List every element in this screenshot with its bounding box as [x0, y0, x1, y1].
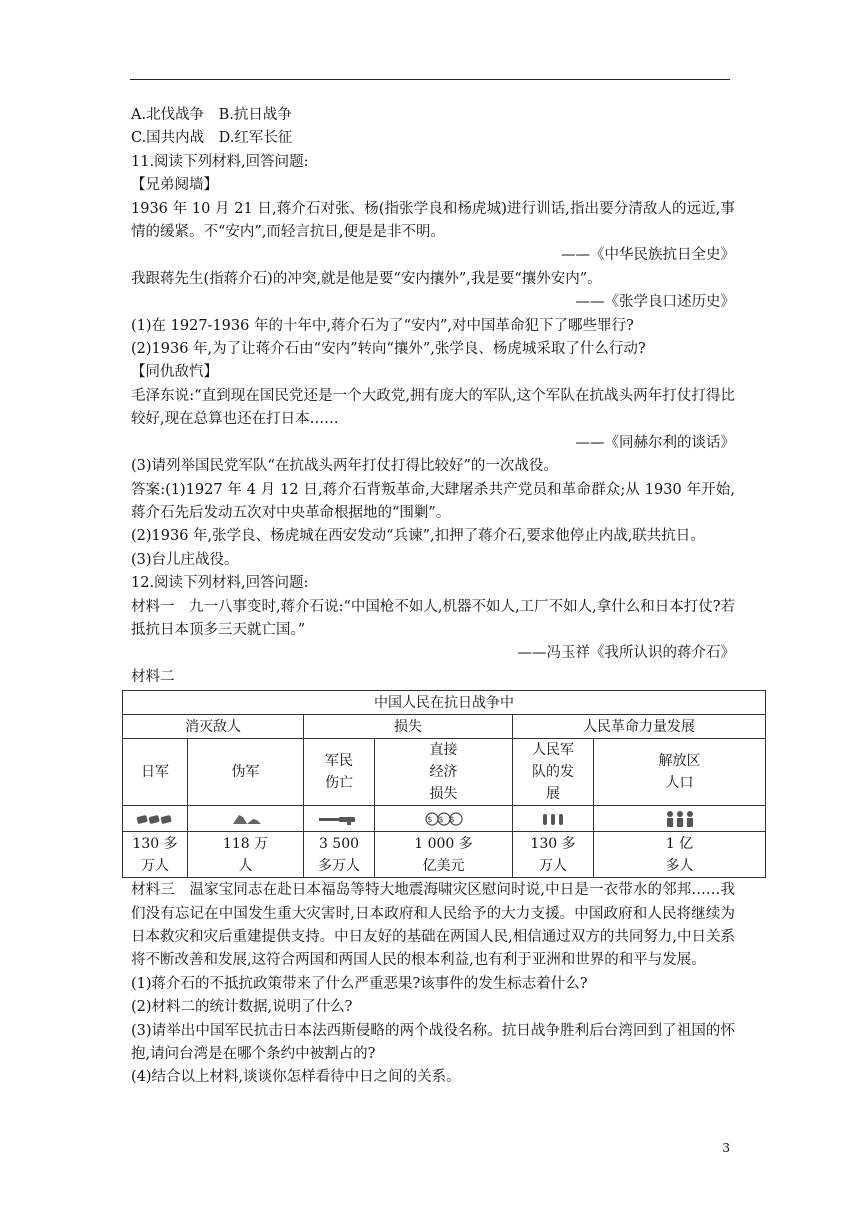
svg-text:$$$: $$$	[426, 814, 461, 824]
group-header-destroy: 消灭敌人	[123, 715, 304, 739]
option-line-cd: C.国共内战 D.红军长征	[131, 130, 293, 147]
bullets-icon	[123, 806, 188, 832]
material-paragraph-2: 我跟蒋先生(指蒋介石)的冲突,就是他是要“安内攘外”,我是要“攘外安内”。	[131, 270, 602, 287]
people-icon	[594, 806, 766, 832]
material-paragraph-3: 毛泽东说:“直到现在国民党还是一个大政党,拥有庞大的军队,这个军队在抗战头两年打仗打得比较好,现在总算也还在打日本……	[131, 387, 735, 428]
source-citation-1: ——《中华民族抗日全史》	[561, 247, 735, 264]
value-puppet-army: 118 万 人	[188, 832, 304, 878]
material-paragraph-1: 1936 年 10 月 21 日,蒋介石对张、杨(指张学良和杨虎城)进行训话,指出要分清敌人的远近,事情的缓紧。不“安内”,而轻言抗日,便是是非不明。	[131, 200, 735, 241]
col-economic-loss: 直接 经济 损失	[375, 739, 513, 806]
option-line-ab: A.北伐战争 B.抗日战争	[131, 107, 292, 123]
value-economic-loss: 1 000 多 亿美元	[375, 832, 513, 878]
col-liberated-population: 解放区 人口	[594, 739, 766, 806]
question-11-title: 11.阅读下列材料,回答问题:	[131, 153, 309, 170]
value-japanese-army: 130 多 万人	[123, 832, 188, 878]
value-liberated-population: 1 亿 多人	[594, 832, 766, 878]
document-body	[131, 104, 735, 1090]
material-three: 材料三 温家宝同志在赴日本福岛等特大地震海啸灾区慰问时说,中日是一衣带水的邻邦……我们没有忘记在中国发生重大灾害时,日本政府和人民给予的大力支援。中国政府和人民将继续为日本救灾和灾后重建提供支持。中日友好的基础在两国人民,相信通过双方的共同努力,中日关系将不断改善和发展,这符合两国和两国人民的根本利益,也有利于亚洲和世界的和平与发展。	[131, 882, 735, 969]
rifle-icon	[304, 806, 375, 832]
material-one: 材料一 九一八事变时,蒋介石说:“中国枪不如人,机器不如人,工厂不如人,拿什么和日本打仗?若抵抗日本顶多三天就亡国。”	[131, 598, 736, 638]
group-header-development: 人民革命力量发展	[513, 715, 766, 739]
sub-question-2: (2)1936 年,为了让蒋介石由“安内”转向“攘外”,张学良、杨虎城采取了什么行动?	[131, 341, 646, 358]
col-japanese-army: 日军	[123, 739, 188, 806]
value-casualties: 3 500 多万人	[304, 832, 375, 878]
answer-3: (3)台儿庄战役。	[131, 551, 239, 568]
q12-sub-question-1: (1)蒋介石的不抵抗政策带来了什么严重恶果?该事件的发生标志着什么?	[131, 975, 588, 992]
col-army-growth: 人民军 队的发 展	[513, 739, 594, 806]
header-rule	[130, 79, 730, 80]
q12-sub-question-3: (3)请举出中国军民抗击日本法西斯侵略的两个战役名称。抗日战争胜利后台湾回到了祖国的怀抱,请问台湾是在哪个条约中被割占的?	[131, 1022, 735, 1062]
section-heading-2: 【同仇敌忾】	[131, 364, 218, 381]
soldiers-icon	[513, 806, 594, 832]
col-puppet-army: 伪军	[188, 739, 304, 806]
sub-question-3: (3)请列举国民党军队“在抗战头两年打仗打得比较好”的一次战役。	[131, 458, 558, 475]
coins-icon	[375, 806, 513, 832]
source-citation-2: ——《张学良口述历史》	[575, 294, 735, 311]
source-citation-4: ——冯玉祥《我所认识的蒋介石》	[517, 645, 735, 662]
source-citation-3: ——《同赫尔利的谈话》	[575, 434, 735, 451]
value-army-growth: 130 多 万人	[513, 832, 594, 878]
sub-question-1: (1)在 1927-1936 年的十年中,蒋介石为了“安内”,对中国革命犯下了哪些罪行?	[131, 317, 634, 334]
q12-sub-question-4: (4)结合以上材料,谈谈你怎样看待中日之间的关系。	[131, 1069, 461, 1086]
table-title: 中国人民在抗日战争中	[123, 691, 766, 715]
page-number: 3	[722, 1141, 730, 1155]
group-header-losses: 损失	[304, 715, 513, 739]
material-two-label: 材料二	[131, 668, 175, 685]
section-heading-1: 【兄弟阋墙】	[131, 177, 218, 194]
q12-sub-question-2: (2)材料二的统计数据,说明了什么?	[131, 999, 353, 1016]
statistics-table	[122, 690, 766, 878]
question-12-title: 12.阅读下列材料,回答问题:	[131, 575, 309, 592]
answer-2: (2)1936 年,张学良、杨虎城在西安发动“兵谏”,扣押了蒋介石,要求他停止内战,联共抗日。	[131, 528, 705, 545]
boots-icon	[188, 806, 304, 832]
col-casualties: 军民 伤亡	[304, 739, 375, 806]
answer-1: 答案:(1)1927 年 4 月 12 日,蒋介石背叛革命,大肆屠杀共产党员和革命群众;从 1930 年开始,蒋介石先后发动五次对中央革命根据地的“围剿”。	[131, 481, 735, 521]
